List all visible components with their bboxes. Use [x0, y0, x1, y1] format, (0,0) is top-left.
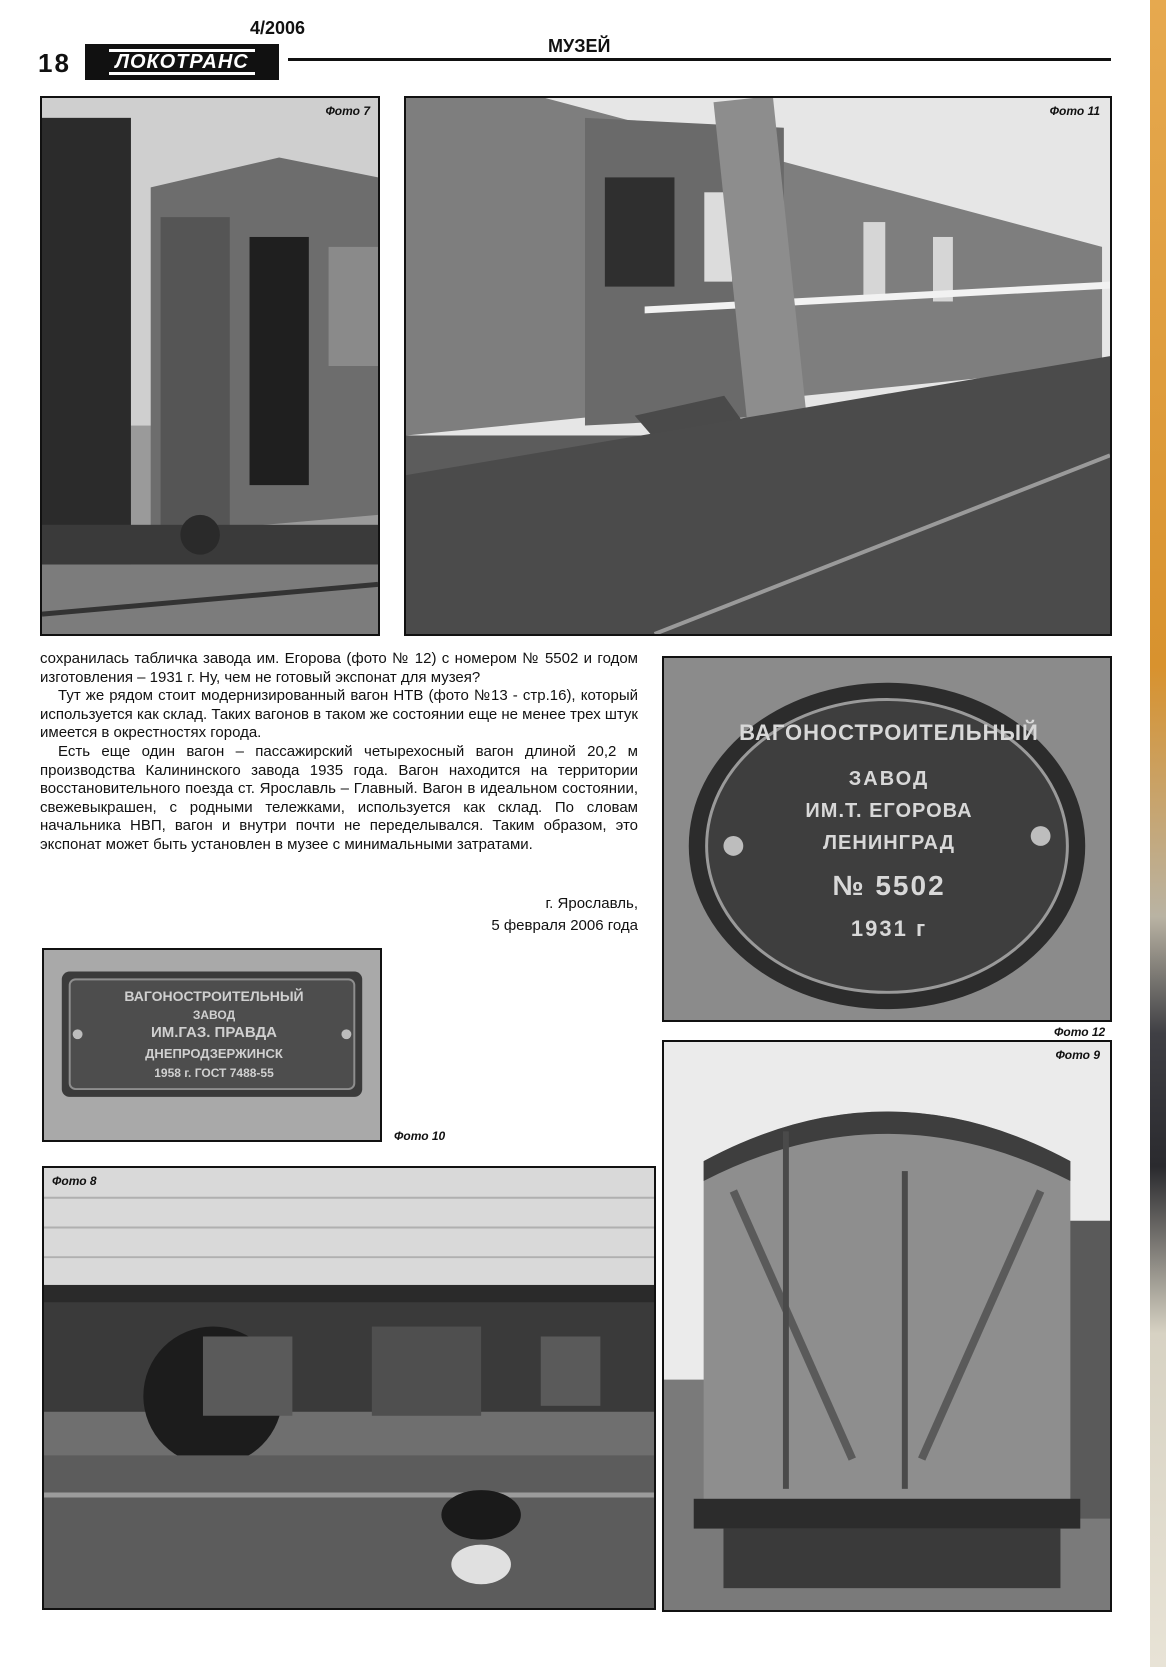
- photo-9-image: [664, 1042, 1110, 1610]
- plate-10-line-3: ИМ.ГАЗ. ПРАВДА: [150, 1024, 278, 1041]
- magazine-logo: [85, 44, 279, 80]
- photo-11-image: [406, 98, 1110, 634]
- photo-9-label: Фото 9: [1055, 1048, 1100, 1062]
- issue-number: 4/2006: [250, 18, 306, 38]
- article-place: г. Ярославль,: [545, 895, 638, 912]
- photo-11: [404, 96, 1112, 636]
- photo-7: [40, 96, 380, 636]
- plate-10-line-5: 1958 г. ГОСТ 7488-55: [154, 1066, 274, 1080]
- article-paragraph-1: сохранилась табличка завода им. Егорова (фото № 12) с номером № 5502 и годом изготовления – 1931 г. Ну, чем не готовый экспонат для музея?: [40, 650, 638, 686]
- plate-12-line-2: ЗАВОД: [848, 768, 930, 790]
- plate-10-line-1: ВАГОНОСТРОИТЕЛЬНЫЙ: [124, 988, 304, 1004]
- logo-text: ЛОКОТРАНС: [109, 49, 255, 75]
- photo-12: [662, 656, 1112, 1022]
- photo-12-label: Фото 12: [1054, 1025, 1106, 1039]
- header-rule: [288, 58, 1111, 61]
- photo-10-label: Фото 10: [394, 1129, 446, 1143]
- plate-10-line-4: ДНЕПРОДЗЕРЖИНСК: [145, 1046, 283, 1061]
- article-paragraph-3: Есть еще один вагон – пассажирский четырехосный вагон длиной 20,2 м производства Калининского завода 1935 года. Вагон находится на территории восстановительного поезда ст. Ярославль – Главный. Вагон в идеальном состоянии, свежевыкрашен, с родными тележками, используется как склад. По словам начальника НВП, вагон и внутри почти не переделывался. Таким образом, это экспонат может быть установлен в музее с минимальными затратами.: [40, 742, 638, 853]
- page-number: 18: [38, 48, 71, 78]
- photo-8-image: [44, 1168, 654, 1608]
- plate-12-line-4: ЛЕНИНГРАД: [823, 832, 955, 854]
- plate-10-line-2: ЗАВОД: [192, 1008, 236, 1022]
- page-edge-strip: [1150, 0, 1166, 1667]
- photo-10-image: [44, 950, 380, 1140]
- plate-12-line-1: ВАГОНОСТРОИТЕЛЬНЫЙ: [739, 720, 1039, 745]
- photo-8-label: Фото 8: [52, 1174, 97, 1188]
- photo-7-label: Фото 7: [325, 104, 370, 118]
- section-title: МУЗЕЙ: [548, 36, 611, 56]
- plate-12-line-3: ИМ.Т. ЕГОРОВА: [805, 800, 973, 822]
- plate-12-line-6: 1931 г: [850, 916, 928, 941]
- article-body: [40, 650, 638, 855]
- plate-12-line-5: № 5502: [832, 870, 946, 901]
- photo-9: [662, 1040, 1112, 1612]
- article-date: 5 февраля 2006 года: [491, 917, 638, 934]
- photo-7-image: [42, 98, 378, 634]
- article-paragraph-2: Тут же рядом стоит модернизированный вагон НТВ (фото №13 - стр.16), который используется как склад. Таких вагонов в таком же состоянии еще не менее трех штук имеется в окрестностях города.: [40, 687, 638, 742]
- photo-10: [42, 948, 382, 1142]
- photo-8: [42, 1166, 656, 1610]
- photo-11-label: Фото 11: [1049, 104, 1100, 118]
